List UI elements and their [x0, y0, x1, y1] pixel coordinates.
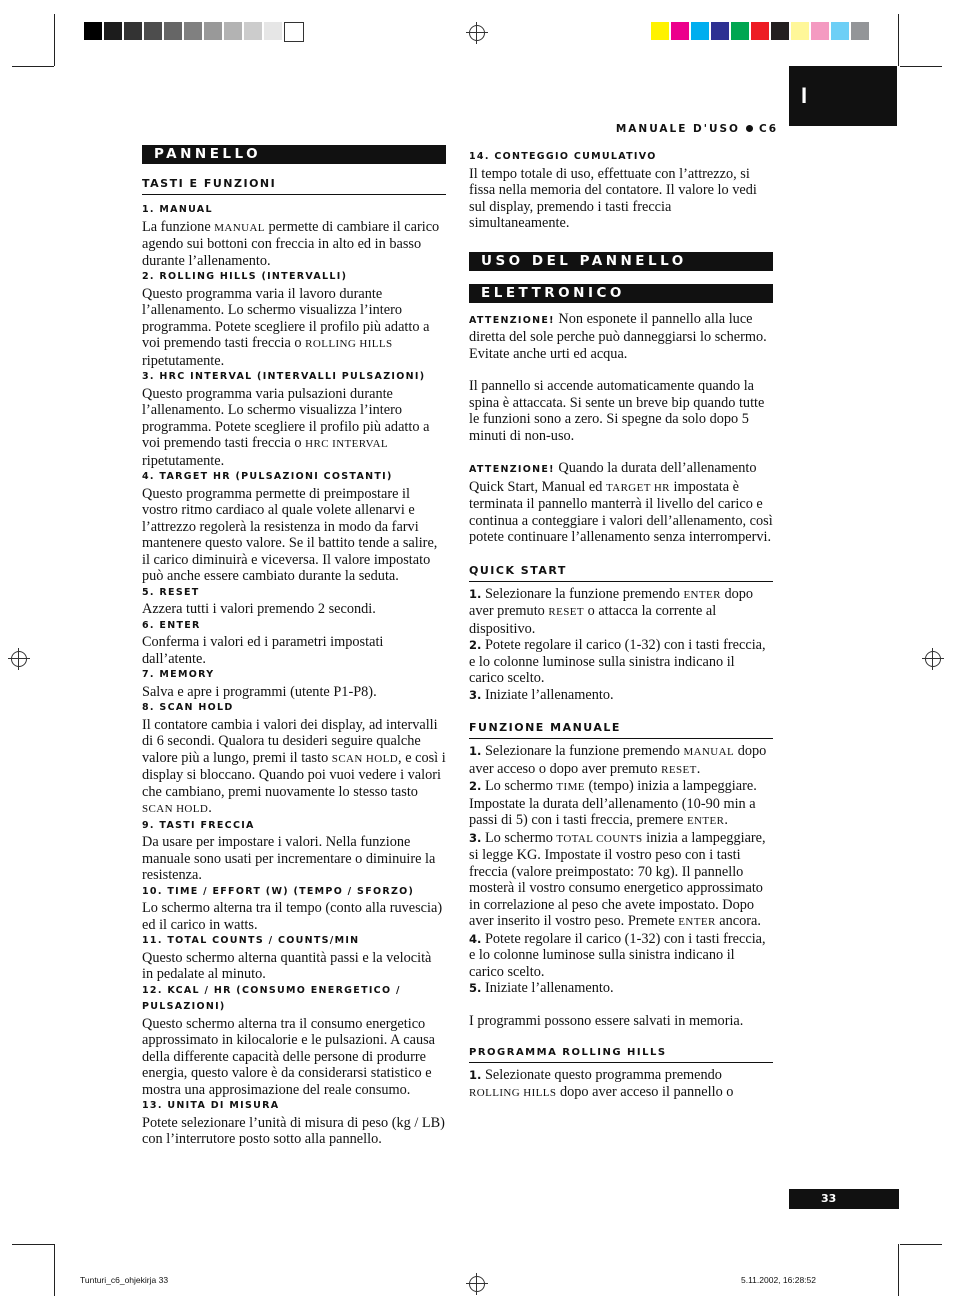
color-swatch — [811, 22, 829, 40]
subheading: FUNZIONE MANUALE — [469, 721, 773, 739]
item-title: 6. ENTER — [142, 619, 201, 631]
crop-mark — [898, 1244, 899, 1296]
item-title: 7. MEMORY — [142, 669, 215, 680]
item-text: Il tempo totale di uso, effettuate con l’attrezzo, si fissa nella memoria del contatore. Il valore lo vedi sul display, premendo i tasti freccia simultaneamente. — [469, 165, 757, 231]
gray-swatch — [204, 22, 222, 40]
gray-swatch — [104, 22, 122, 40]
gray-swatch — [244, 22, 262, 40]
item-text: Salva e apre i programmi (utente P1-P8). — [142, 683, 377, 700]
footer-file: Tunturi_c6_ohjekirja 33 — [80, 1275, 169, 1285]
step: 5. Iniziate l’allenamento. — [469, 980, 614, 996]
crop-mark — [898, 14, 899, 66]
item-text: Il contatore cambia i valori dei display, ad intervalli di 6 secondi. Qualora tu desideri seguire qualche valore più a lungo, premi il tasto SCAN HOLD, e così i display si bloccano. Quando poi vuoi vedere i valori che cambiano, premi nuovamente lo stesso tasto SCAN HOLD. — [142, 716, 446, 816]
item-text: Questo schermo alterna tra il consumo energetico approssimato in kilocalorie e le pulsazioni. A causa della differente capacità delle persone di produrre energia, questo valore è da considerarsi statistico e mostra una approsimazione del reale consumo. — [142, 1015, 436, 1098]
item-text: Azzera tutti i valori premendo 2 secondi. — [142, 601, 376, 617]
color-swatch — [651, 22, 669, 40]
left-column — [142, 145, 446, 1148]
paragraph: Il pannello si accende automaticamente quando la spina è attaccata. Si sente un breve bip quando tutte le funzioni sono a zero. Si spegne da solo dopo 5 minuti di non-uso. — [469, 378, 765, 444]
item-title: 9. TASTI FRECCIA — [142, 819, 255, 831]
color-swatch — [691, 22, 709, 40]
right-column — [469, 149, 773, 1101]
step: 3. Iniziate l’allenamento. — [469, 686, 614, 703]
step: 2. Lo schermo TIME (tempo) inizia a lampeggiare. Impostate la durata dell’allenamento (10-90 min a passi di 5) con i tasti freccia, premere ENTER. — [469, 778, 757, 828]
item-text: Lo schermo alterna tra il tempo (conto alla ruvescia) ed il carico in watts. — [142, 900, 443, 933]
step: 1. Selezionate questo programma premendo ROLLING HILLS dopo aver acceso il pannello o — [469, 1067, 734, 1100]
warning-text: ATTENZIONE! Non esponete il pannello alla luce diretta del sole perche può danneggiarsi lo schermo. Evitate anche urti ed acqua. — [469, 310, 767, 362]
crop-mark — [900, 66, 942, 67]
page-number — [789, 1189, 899, 1209]
running-header — [616, 123, 778, 135]
manual-label: MANUALE D'USO — [615, 123, 740, 135]
item-title: 3. HRC INTERVAL (INTERVALLI PULSAZIONI) — [142, 371, 426, 382]
item-text: Potete selezionare l’unità di misura di peso (kg / LB) con l’interrutore posto sotto alla pannello. — [142, 1114, 445, 1147]
color-swatch — [791, 22, 809, 40]
language-tab — [789, 66, 897, 126]
gray-swatch — [284, 22, 304, 42]
item-text: Da usare per impostare i valori. Nella funzione manuale sono usati per incrementare o diminuire la resistenza. — [142, 834, 436, 883]
color-swatch — [851, 22, 869, 40]
item-title: 5. RESET — [142, 586, 200, 598]
subheading: QUICK START — [469, 564, 773, 582]
step: 2. Potete regolare il carico (1-32) con i tasti freccia, e lo colonne luminose sulla sinistra indicano il carico scelto. — [469, 637, 766, 686]
registration-mark-icon — [11, 651, 27, 667]
gray-swatch — [164, 22, 182, 40]
step: 1. Selezionare la funzione premendo ENTER dopo aver premuto RESET o attacca la corrente al dispositivo. — [469, 585, 754, 637]
gray-swatch — [224, 22, 242, 40]
warning-text: ATTENZIONE! Quando la durata dell’allenamento Quick Start, Manual ed TARGET HR impostata è terminata il pannello manterrà il livello del carico e continua a conteggiare i valori dell’allenamento, così potete continuare l’allenamento senza interrompervi. — [469, 460, 773, 545]
gray-swatch — [184, 22, 202, 40]
step: 3. Lo schermo TOTAL COUNTS inizia a lampeggiare, si legge KG. Impostate il vostro peso con i tasti freccia (valore preimpostato: 70 kg). Il pannello mosterà il vostro consumo energetico approssimato in correlazione al peso che avete impostato. Dopo aver inserito il vostro peso. Premete ENTER ancora. — [469, 829, 766, 929]
gray-swatch — [84, 22, 102, 40]
registration-mark-icon — [925, 651, 941, 667]
subheading: PROGRAMMA ROLLING HILLS — [469, 1047, 773, 1063]
bullet-icon — [746, 125, 753, 132]
section-title: PANNELLO — [142, 145, 446, 164]
item-title: 14. CONTEGGIO CUMULATIVO — [469, 151, 657, 162]
color-swatch — [671, 22, 689, 40]
crop-mark — [54, 1244, 55, 1296]
color-swatch — [771, 22, 789, 40]
item-title: 2. ROLLING HILLS (INTERVALLI) — [142, 271, 348, 282]
item-text: La funzione MANUAL permette di cambiare il carico agendo sui bottoni con freccia in alto ed in basso durante l’allenamento. — [142, 218, 440, 269]
item-title: 4. TARGET HR (PULSAZIONI COSTANTI) — [142, 471, 393, 482]
subheading: TASTI E FUNZIONI — [142, 177, 446, 195]
gray-swatch — [264, 22, 282, 40]
gray-swatch — [144, 22, 162, 40]
item-text: Questo schermo alterna quantità passi e la velocità in pedalate al minuto. — [142, 949, 432, 982]
step: 4. Potete regolare il carico (1-32) con i tasti freccia, e lo colonne luminose sulla sinistra indicano il carico scelto. — [469, 930, 766, 980]
gray-swatch — [124, 22, 142, 40]
language-tab-label: I — [801, 83, 808, 108]
color-swatch — [711, 22, 729, 40]
item-title: 13. UNITA DI MISURA — [142, 1100, 280, 1111]
registration-mark-icon — [469, 1276, 485, 1292]
crop-mark — [54, 14, 55, 66]
color-swatch — [751, 22, 769, 40]
step: 1. Selezionare la funzione premendo MANUAL dopo aver acceso o dopo aver premuto RESET. — [469, 743, 767, 777]
item-text: Questo programma varia il lavoro durante l’allenamento. Lo schermo visualizza l’intero programma. Potete scegliere il profilo più adatto a voi premendo tasti freccia o ROLLING HILLS ripetutamente. — [142, 285, 430, 369]
page-number-label: 33 — [821, 1192, 837, 1205]
color-swatch — [831, 22, 849, 40]
item-title: 12. KCAL / HR (CONSUMO ENERGETICO / PULSAZIONI) — [142, 984, 401, 1012]
registration-mark-icon — [469, 25, 485, 41]
crop-mark — [12, 66, 54, 67]
item-title: 8. SCAN HOLD — [142, 702, 234, 713]
crop-mark — [12, 1244, 54, 1245]
section-title: ELETTRONICO — [469, 284, 773, 303]
color-swatch — [731, 22, 749, 40]
item-title: 1. MANUAL — [142, 204, 213, 215]
model-label: C6 — [758, 123, 778, 135]
item-title: 11. TOTAL COUNTS / COUNTS/MIN — [142, 935, 360, 946]
item-text: Conferma i valori ed i parametri impostati dall’atente. — [142, 634, 384, 667]
item-text: Questo programma permette di preimpostare il vostro ritmo cardiaco al quale volete allenarvi e l’attrezzo regolerà la resistenza in modo da farvi mantenere questo valore. Se il battito tende a salire, il carico diminuirà e viceversa. Il valore impostato può anche essere cambiato durante la seduta. — [142, 485, 438, 584]
section-title: USO DEL PANNELLO — [469, 252, 773, 271]
crop-mark — [900, 1244, 942, 1245]
item-title: 10. TIME / EFFORT (W) (TEMPO / SFORZO) — [142, 885, 415, 897]
item-text: Questo programma varia pulsazioni durante l’allenamento. Lo schermo visualizza l’intero programma. Potete scegliere il profilo più adatto a voi premendo tasti freccia o HRC INTERVAL ripetutamente. — [142, 385, 430, 469]
paragraph: I programmi possono essere salvati in memoria. — [469, 1012, 744, 1029]
footer-timestamp: 5.11.2002, 16:28:52 — [741, 1275, 816, 1285]
